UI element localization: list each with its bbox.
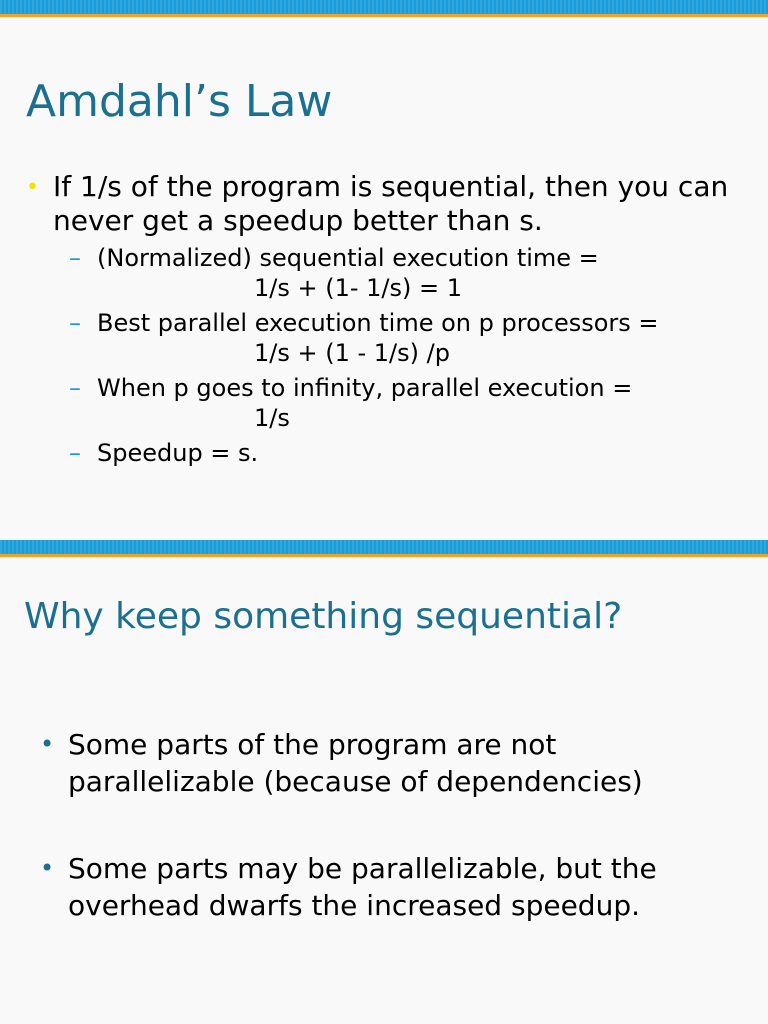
formula-text: 1/s	[254, 404, 290, 432]
bullet-item	[40, 850, 750, 924]
dash-icon: –	[69, 374, 81, 402]
bullet-item	[26, 170, 756, 468]
bullet-text: Some parts may be parallelizable, but the overhead dwarfs the increased speedup.	[68, 852, 657, 922]
slide-why-sequential	[0, 540, 768, 1024]
bullet-icon: •	[40, 854, 55, 882]
bullet-text: Some parts of the program are not parallelizable (because of dependencies)	[68, 728, 643, 798]
sub-bullet-text: Speedup = s.	[97, 439, 259, 467]
sub-bullet-item	[53, 243, 756, 303]
dash-icon: –	[69, 309, 81, 337]
bullet-icon: •	[26, 175, 39, 200]
sub-bullet-text: (Normalized) sequential execution time =	[97, 244, 599, 272]
formula-text: 1/s + (1- 1/s) = 1	[254, 274, 463, 302]
dash-icon: –	[69, 439, 81, 467]
dash-icon: –	[69, 244, 81, 272]
bullet-text: If 1/s of the program is sequential, then you can never get a speedup better than s.	[53, 170, 729, 237]
bullet-item	[40, 726, 750, 800]
slide-title: Why keep something sequential?	[24, 596, 623, 637]
formula-text: 1/s + (1 - 1/s) /p	[254, 339, 450, 367]
sub-bullet-item	[53, 308, 756, 368]
header-accent-line	[0, 14, 768, 17]
bullet-icon: •	[40, 730, 55, 758]
sub-bullet-item	[53, 438, 756, 468]
sub-bullet-list	[53, 243, 756, 468]
bullet-list	[40, 726, 750, 974]
sub-bullet-item	[53, 373, 756, 433]
sub-bullet-text: When p goes to infinity, parallel execution =	[97, 374, 633, 402]
header-accent-line	[0, 554, 768, 557]
header-accent-bar	[0, 0, 768, 14]
header-accent-bar	[0, 540, 768, 554]
sub-bullet-text: Best parallel execution time on p processors =	[97, 309, 659, 337]
slide-title: Amdahl’s Law	[26, 76, 333, 127]
bullet-list	[26, 170, 756, 473]
